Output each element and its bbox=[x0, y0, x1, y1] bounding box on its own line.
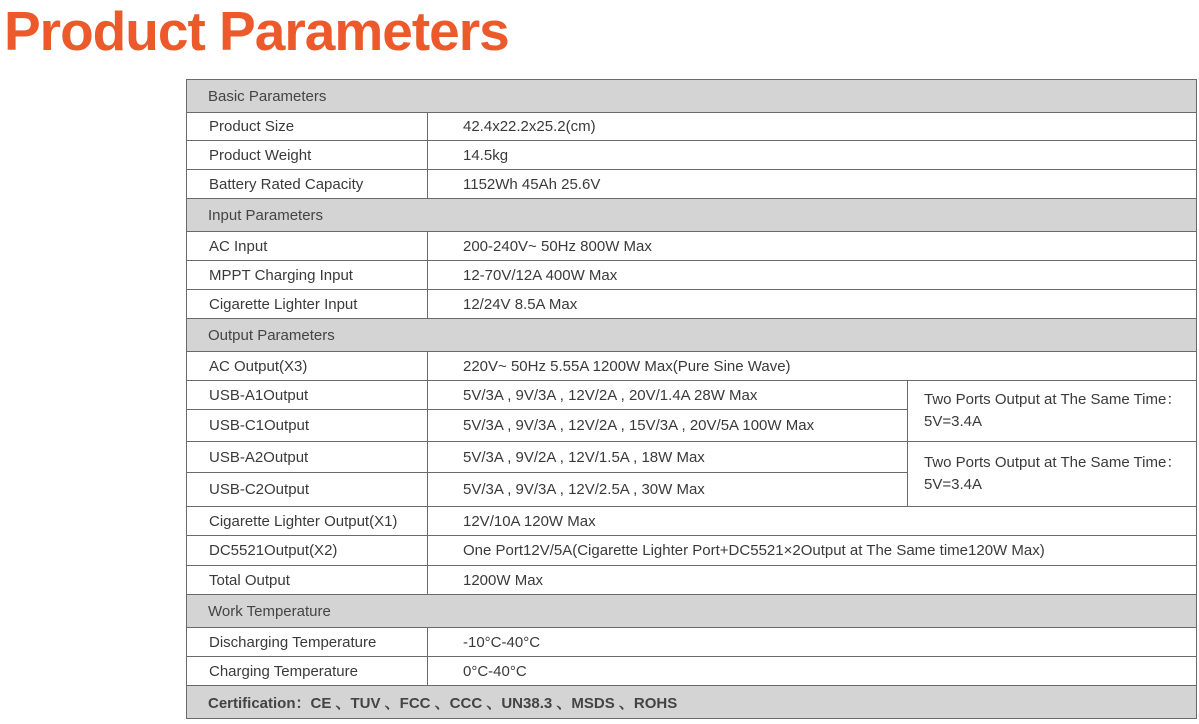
param-value: 14.5kg bbox=[428, 141, 1197, 170]
param-label: USB-C1Output bbox=[187, 410, 428, 442]
page-title: Product Parameters bbox=[4, 0, 509, 62]
section-row-input bbox=[187, 199, 1197, 232]
shared-output-note: Two Ports Output at The Same Time：5V=3.4A bbox=[908, 442, 1197, 507]
param-value: -10°C-40°C bbox=[428, 628, 1197, 657]
table-row bbox=[187, 657, 1197, 686]
table-row bbox=[187, 507, 1197, 536]
param-value: 42.4x22.2x25.2(cm) bbox=[428, 113, 1197, 141]
section-heading: Input Parameters bbox=[187, 199, 1197, 232]
table-row bbox=[187, 381, 1197, 410]
section-heading: Work Temperature bbox=[187, 595, 1197, 628]
table-row bbox=[187, 261, 1197, 290]
param-label: Product Size bbox=[187, 113, 428, 141]
table-row bbox=[187, 628, 1197, 657]
param-label: USB-A1Output bbox=[187, 381, 428, 410]
param-value: 0°C-40°C bbox=[428, 657, 1197, 686]
shared-output-note: Two Ports Output at The Same Time：5V=3.4A bbox=[908, 381, 1197, 442]
param-label: MPPT Charging Input bbox=[187, 261, 428, 290]
param-value: 200-240V~ 50Hz 800W Max bbox=[428, 232, 1197, 261]
section-row-output bbox=[187, 319, 1197, 352]
param-label: USB-A2Output bbox=[187, 442, 428, 473]
param-value: 1152Wh 45Ah 25.6V bbox=[428, 170, 1197, 199]
parameters-table bbox=[186, 79, 1197, 719]
table-row bbox=[187, 113, 1197, 141]
param-value: 5V/3A , 9V/3A , 12V/2A , 20V/1.4A 28W Max bbox=[428, 381, 908, 410]
table-row bbox=[187, 170, 1197, 199]
param-label: USB-C2Output bbox=[187, 473, 428, 507]
table-row bbox=[187, 442, 1197, 473]
param-label: Total Output bbox=[187, 566, 428, 595]
table-row bbox=[187, 290, 1197, 319]
param-label: AC Output(X3) bbox=[187, 352, 428, 381]
param-value: 220V~ 50Hz 5.55A 1200W Max(Pure Sine Wave) bbox=[428, 352, 1197, 381]
param-label: Battery Rated Capacity bbox=[187, 170, 428, 199]
table-row bbox=[187, 566, 1197, 595]
param-label: Charging Temperature bbox=[187, 657, 428, 686]
param-value: 5V/3A , 9V/3A , 12V/2.5A , 30W Max bbox=[428, 473, 908, 507]
param-value: 12-70V/12A 400W Max bbox=[428, 261, 1197, 290]
table-row bbox=[187, 232, 1197, 261]
certification-row bbox=[187, 686, 1197, 719]
param-value: 1200W Max bbox=[428, 566, 1197, 595]
section-row-temperature bbox=[187, 595, 1197, 628]
section-heading: Output Parameters bbox=[187, 319, 1197, 352]
param-value: One Port12V/5A(Cigarette Lighter Port+DC5521×2Output at The Same time120W Max) bbox=[428, 536, 1197, 566]
table-row bbox=[187, 536, 1197, 566]
param-label: AC Input bbox=[187, 232, 428, 261]
param-value: 12/24V 8.5A Max bbox=[428, 290, 1197, 319]
param-value: 12V/10A 120W Max bbox=[428, 507, 1197, 536]
table-row bbox=[187, 141, 1197, 170]
param-label: Cigarette Lighter Output(X1) bbox=[187, 507, 428, 536]
table-row bbox=[187, 352, 1197, 381]
param-label: Discharging Temperature bbox=[187, 628, 428, 657]
param-label: Cigarette Lighter Input bbox=[187, 290, 428, 319]
param-value: 5V/3A , 9V/2A , 12V/1.5A , 18W Max bbox=[428, 442, 908, 473]
section-heading: Basic Parameters bbox=[187, 80, 1197, 113]
certification-text: Certification：CE 、TUV 、FCC 、CCC 、UN38.3 、MSDS 、ROHS bbox=[187, 686, 1197, 719]
param-value: 5V/3A , 9V/3A , 12V/2A , 15V/3A , 20V/5A 100W Max bbox=[428, 410, 908, 442]
param-label: Product Weight bbox=[187, 141, 428, 170]
param-label: DC5521Output(X2) bbox=[187, 536, 428, 566]
section-row-basic bbox=[187, 80, 1197, 113]
